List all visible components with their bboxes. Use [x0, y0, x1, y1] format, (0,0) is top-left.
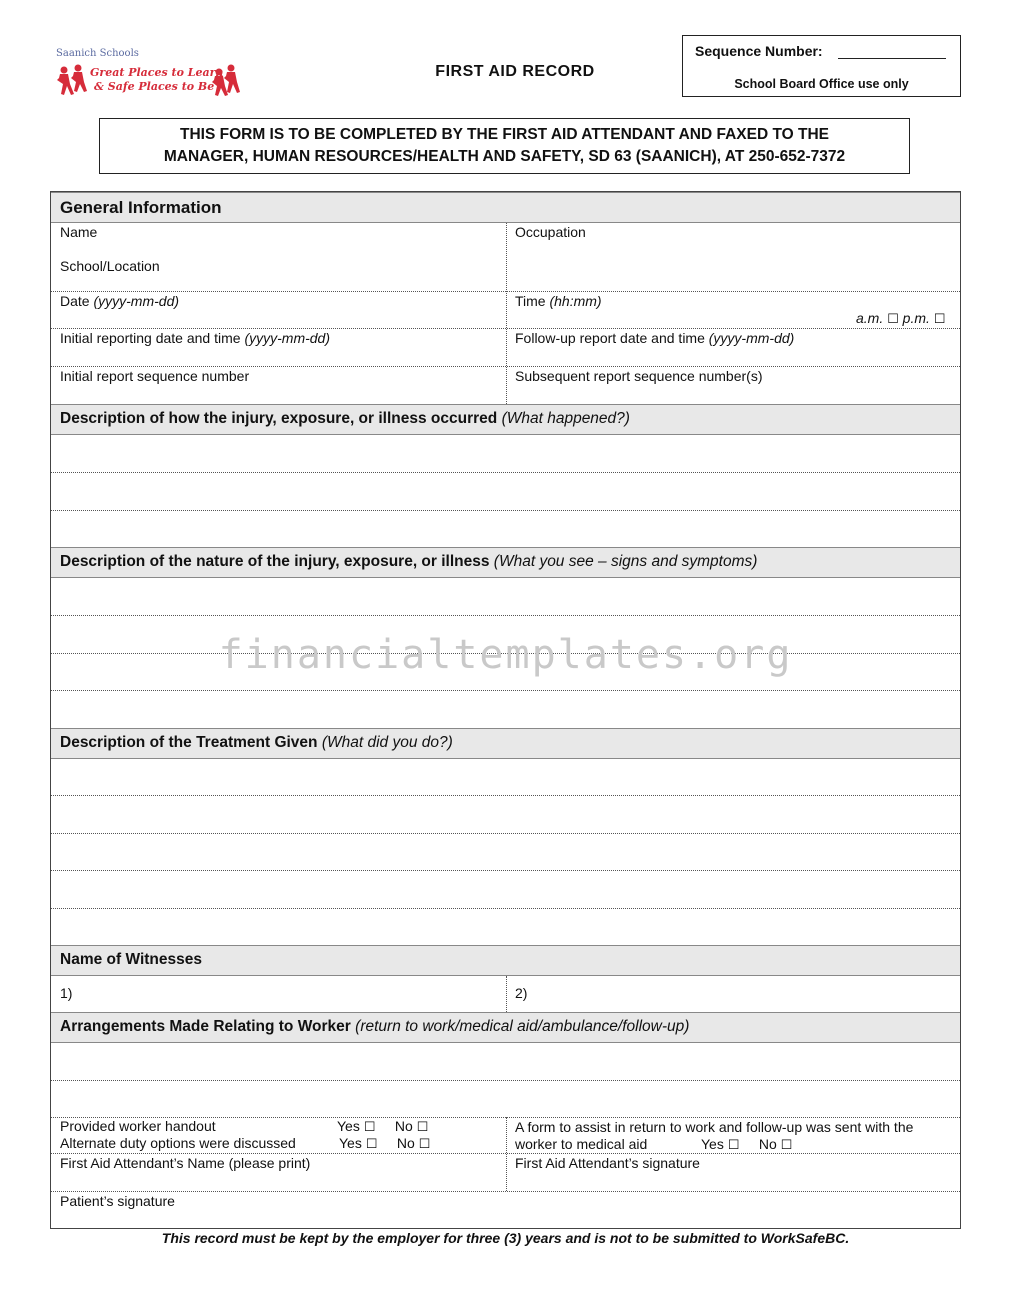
treatment-heading: Description of the Treatment Given	[60, 734, 318, 751]
first-aid-form	[50, 191, 961, 1229]
attendant-name-label: First Aid Attendant’s Name (please print)	[60, 1155, 311, 1171]
writing-line	[51, 690, 960, 691]
school-location-label: School/Location	[60, 258, 160, 274]
nature-hint: (What you see – signs and symptoms)	[493, 553, 758, 570]
form-title: FIRST AID RECORD	[435, 63, 595, 80]
name-label: Name	[60, 224, 98, 240]
alternate-duty-options	[339, 1135, 430, 1153]
rtw-yes-checkbox[interactable]: ☐	[727, 1138, 740, 1153]
rtw-no-label: No	[758, 1136, 777, 1152]
row-divider	[51, 291, 960, 292]
alt-duty-yes-label: Yes	[339, 1135, 362, 1151]
writing-line	[51, 833, 960, 834]
worker-handout-options	[337, 1118, 428, 1136]
initial-reporting-date-hint: (yyyy-mm-dd)	[244, 330, 330, 346]
writing-line	[51, 510, 960, 511]
witnesses-heading: Name of Witnesses	[60, 951, 202, 968]
rtw-form-line-2: worker to medical aid	[515, 1136, 648, 1152]
attendant-signature-label: First Aid Attendant’s signature	[515, 1155, 700, 1171]
handout-yes-label: Yes	[337, 1118, 360, 1134]
rtw-no-checkbox[interactable]: ☐	[780, 1138, 793, 1153]
witness-1-label: 1)	[60, 985, 73, 1001]
alt-duty-yes-checkbox[interactable]: ☐	[365, 1137, 378, 1152]
pm-label: p.m.	[902, 310, 930, 326]
writing-line	[51, 615, 960, 616]
am-pm-options	[856, 310, 945, 328]
sequence-number-note: School Board Office use only	[734, 77, 909, 91]
sequence-number-box	[682, 35, 961, 97]
row-divider	[51, 1191, 960, 1192]
school-logo	[54, 48, 244, 100]
rtw-yes-label: Yes	[701, 1136, 724, 1152]
how-occurred-hint: (What happened?)	[501, 410, 630, 427]
logo-graphic	[54, 60, 244, 100]
arrangements-heading: Arrangements Made Relating to Worker	[60, 1018, 351, 1035]
subsequent-report-sequence-label: Subsequent report sequence number(s)	[515, 368, 763, 384]
section-nature-of-injury	[51, 547, 960, 578]
followup-report-date-hint: (yyyy-mm-dd)	[708, 330, 795, 346]
sequence-number-label: Sequence Number:	[695, 43, 823, 59]
sequence-number-field[interactable]	[838, 58, 946, 59]
notice-line-1: THIS FORM IS TO BE COMPLETED BY THE FIRST AID ATTENDANT AND FAXED TO THE	[179, 126, 829, 143]
watermark: financialtemplates.org	[218, 632, 793, 678]
section-general-information	[51, 192, 960, 223]
writing-line	[51, 870, 960, 871]
date-format-hint: (yyyy-mm-dd)	[93, 293, 180, 309]
writing-line	[51, 1080, 960, 1081]
handout-no-checkbox[interactable]: ☐	[416, 1120, 429, 1135]
am-label: a.m.	[856, 310, 884, 326]
rtw-form-line-1: A form to assist in return to work and follow-up was sent with the	[515, 1119, 914, 1135]
section-arrangements	[51, 1012, 960, 1043]
alternate-duty-label: Alternate duty options were discussed	[60, 1135, 296, 1151]
logo-line-1: Great Places to Learn	[90, 66, 224, 79]
pm-checkbox[interactable]: ☐	[933, 312, 946, 327]
notice-line-2: MANAGER, HUMAN RESOURCES/HEALTH AND SAFETY, SD 63 (SAANICH), AT 250-652-7372	[163, 148, 846, 165]
nature-heading: Description of the nature of the injury, exposure, or illness	[60, 553, 490, 570]
initial-reporting-date-label	[60, 330, 330, 347]
time-format-hint: (hh:mm)	[549, 293, 602, 309]
initial-reporting-date-text: Initial reporting date and time	[60, 330, 241, 346]
how-occurred-heading: Description of how the injury, exposure, or illness occurred	[60, 410, 498, 427]
occupation-label: Occupation	[515, 224, 586, 240]
alt-duty-no-label: No	[396, 1135, 415, 1151]
writing-line	[51, 908, 960, 909]
row-divider	[51, 328, 960, 329]
instruction-notice	[99, 118, 910, 174]
handout-no-label: No	[394, 1118, 413, 1134]
followup-report-date-text: Follow-up report date and time	[515, 330, 705, 346]
general-column-divider	[506, 223, 507, 404]
arrangements-hint: (return to work/medical aid/ambulance/follow-up)	[355, 1018, 690, 1035]
witness-2-label: 2)	[515, 985, 528, 1001]
row-divider	[51, 1153, 960, 1154]
row-divider	[51, 366, 960, 367]
am-checkbox[interactable]: ☐	[887, 312, 899, 327]
section-treatment-given	[51, 728, 960, 759]
time-label	[515, 293, 602, 310]
logo-district-name: Saanich Schools	[56, 48, 139, 59]
time-label-text: Time	[515, 293, 546, 309]
section-witnesses	[51, 945, 960, 976]
general-information-heading: General Information	[60, 198, 222, 217]
alt-duty-no-checkbox[interactable]: ☐	[418, 1137, 431, 1152]
date-label-text: Date	[60, 293, 90, 309]
worker-handout-label: Provided worker handout	[60, 1118, 216, 1134]
bottom-column-divider	[506, 1117, 507, 1191]
date-label	[60, 293, 179, 310]
writing-line	[51, 472, 960, 473]
witness-column-divider	[506, 976, 507, 1012]
handout-yes-checkbox[interactable]: ☐	[363, 1120, 376, 1135]
logo-line-2: & Safe Places to Be	[94, 80, 215, 93]
section-how-occurred	[51, 404, 960, 435]
initial-report-sequence-label: Initial report sequence number	[60, 368, 250, 384]
rtw-form-options	[701, 1136, 792, 1154]
retention-footer: This record must be kept by the employer for three (3) years and is not to be submitted to WorkSafeBC.	[161, 1230, 850, 1246]
followup-report-date-label	[515, 330, 794, 347]
patient-signature-label: Patient’s signature	[60, 1193, 175, 1209]
treatment-hint: (What did you do?)	[321, 734, 453, 751]
writing-line	[51, 795, 960, 796]
